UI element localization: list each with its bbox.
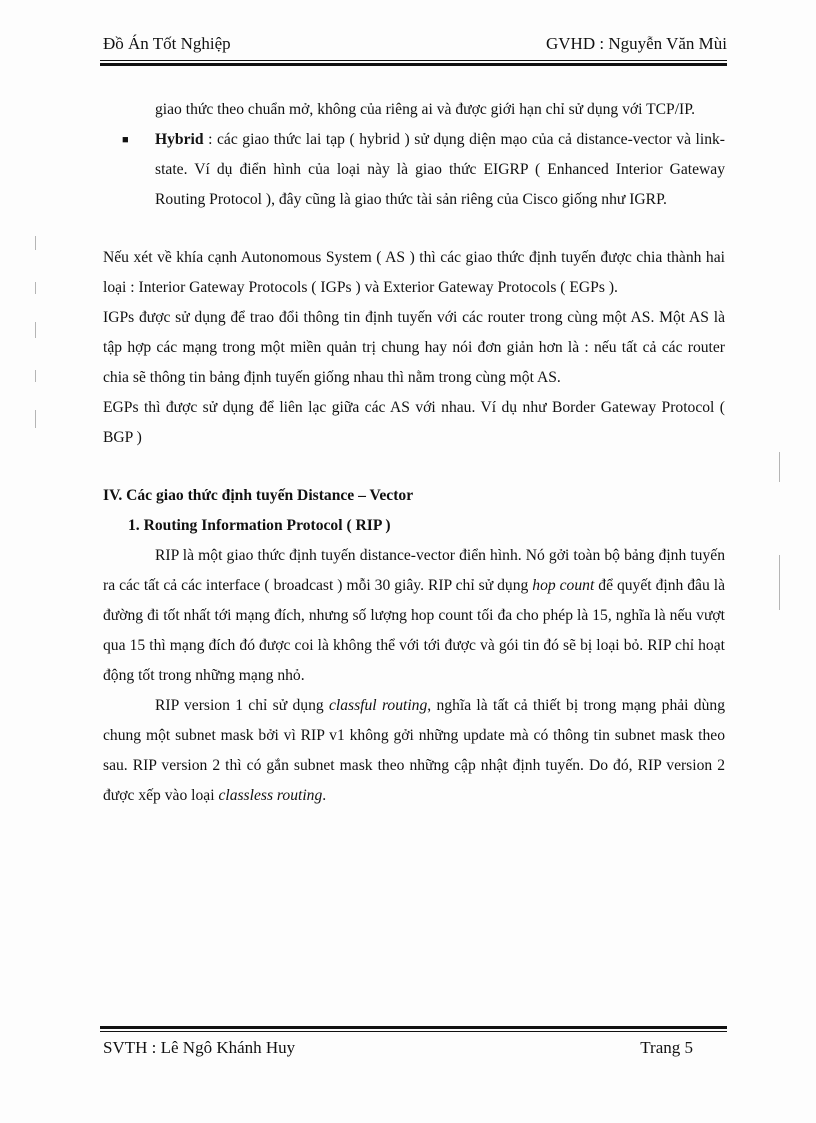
rip-p2-emphasis-2: classless routing xyxy=(218,787,323,804)
footer-rule-thick xyxy=(100,1026,727,1029)
footer-author: SVTH : Lê Ngô Khánh Huy xyxy=(103,1038,296,1057)
header-advisor: GVHD : Nguyễn Văn Mùi xyxy=(545,34,727,53)
page-header xyxy=(103,34,727,56)
as-paragraph: Nếu xét về khía cạnh Autonomous System ( AS ) thì các giao thức định tuyến được chia thành hai loại : Interior Gateway Protocols ( IGPs ) và Exterior Gateway Protocols ( EGPs ). xyxy=(103,249,725,296)
square-bullet-icon: ■ xyxy=(122,134,129,146)
rip-p1-text-b: để quyết định đâu là đường đi tốt nhất tới mạng đích, nhưng số lượng hop count tối đa cho phép là 15, nghĩa là nếu vượt qua 15 thì mạng đích đó được coi là không thể với tới được và gói tin đó sẽ bị loại bỏ. RIP chỉ hoạt động tốt trong những mạng nhỏ. xyxy=(103,577,725,684)
scan-mark xyxy=(35,370,36,382)
header-rule-thin xyxy=(100,60,727,61)
footer-rule-thin xyxy=(100,1031,727,1032)
scan-mark xyxy=(35,410,36,428)
scan-mark xyxy=(779,555,780,610)
rip-paragraph-2 xyxy=(103,691,725,811)
header-title: Đồ Án Tốt Nghiệp xyxy=(103,34,231,53)
spacer xyxy=(103,453,725,481)
scan-mark xyxy=(35,322,36,338)
sub-heading: 1. Routing Information Protocol ( RIP ) xyxy=(128,517,391,534)
spacer xyxy=(103,215,725,243)
scan-mark xyxy=(35,282,36,294)
igp-paragraph: IGPs được sử dụng để trao đổi thông tin định tuyến với các router trong cùng một AS. Một AS là tập hợp các mạng trong một miền quản trị chung hay nói đơn giản hơn là : nếu tất cả các router chia sẽ thông tin bảng định tuyến giống nhau thì nằm trong cùng một AS. xyxy=(103,309,725,386)
section-heading: IV. Các giao thức định tuyến Distance – Vector xyxy=(103,487,414,504)
rip-p2-text-b: , nghĩa là tất cả thiết bị trong mạng phải dùng chung một subnet mask bởi vì RIP v1 không gởi những update mà có thông tin subnet mask theo sau. RIP version 2 thì có gắn subnet mask theo những cập nhật định tuyến. Do đó, RIP version 2 được xếp vào loại xyxy=(103,697,725,804)
scan-mark xyxy=(779,452,780,482)
continuation-paragraph: giao thức theo chuẩn mở, không của riêng ai và được giới hạn chỉ sử dụng với TCP/IP. xyxy=(155,101,696,118)
hybrid-text: : các giao thức lai tạp ( hybrid ) sử dụng diện mạo của cả distance-vector và link-state. Ví dụ điển hình của loại này là giao thức EIGRP ( Enhanced Interior Gateway Routing Protocol ), đây cũng là giao thức tài sản riêng của Cisco giống như IGRP. xyxy=(155,131,725,208)
rip-p2-text-c: . xyxy=(322,787,327,804)
page-number: Trang 5 xyxy=(640,1038,693,1057)
egp-paragraph: EGPs thì được sử dụng để liên lạc giữa các AS với nhau. Ví dụ như Border Gateway Protocol ( BGP ) xyxy=(103,399,725,446)
hybrid-label: Hybrid xyxy=(155,131,204,148)
rip-p2-text-a: RIP version 1 chỉ sử dụng xyxy=(155,697,329,714)
hybrid-bullet-item xyxy=(122,125,725,215)
rip-paragraph-1 xyxy=(103,541,725,691)
header-rule-thick xyxy=(100,63,727,66)
page-content xyxy=(103,95,725,811)
rip-p2-emphasis-1: classful routing xyxy=(328,697,428,714)
rip-p1-emphasis: hop count xyxy=(532,577,595,594)
rip-p1-text-a: RIP là một giao thức định tuyến distance-vector điển hình. Nó gởi toàn bộ bảng định tuyến ra các tất cả các interface ( broadcast ) mỗi 30 giây. RIP chỉ sử dụng xyxy=(103,547,725,594)
scan-mark xyxy=(35,236,36,250)
